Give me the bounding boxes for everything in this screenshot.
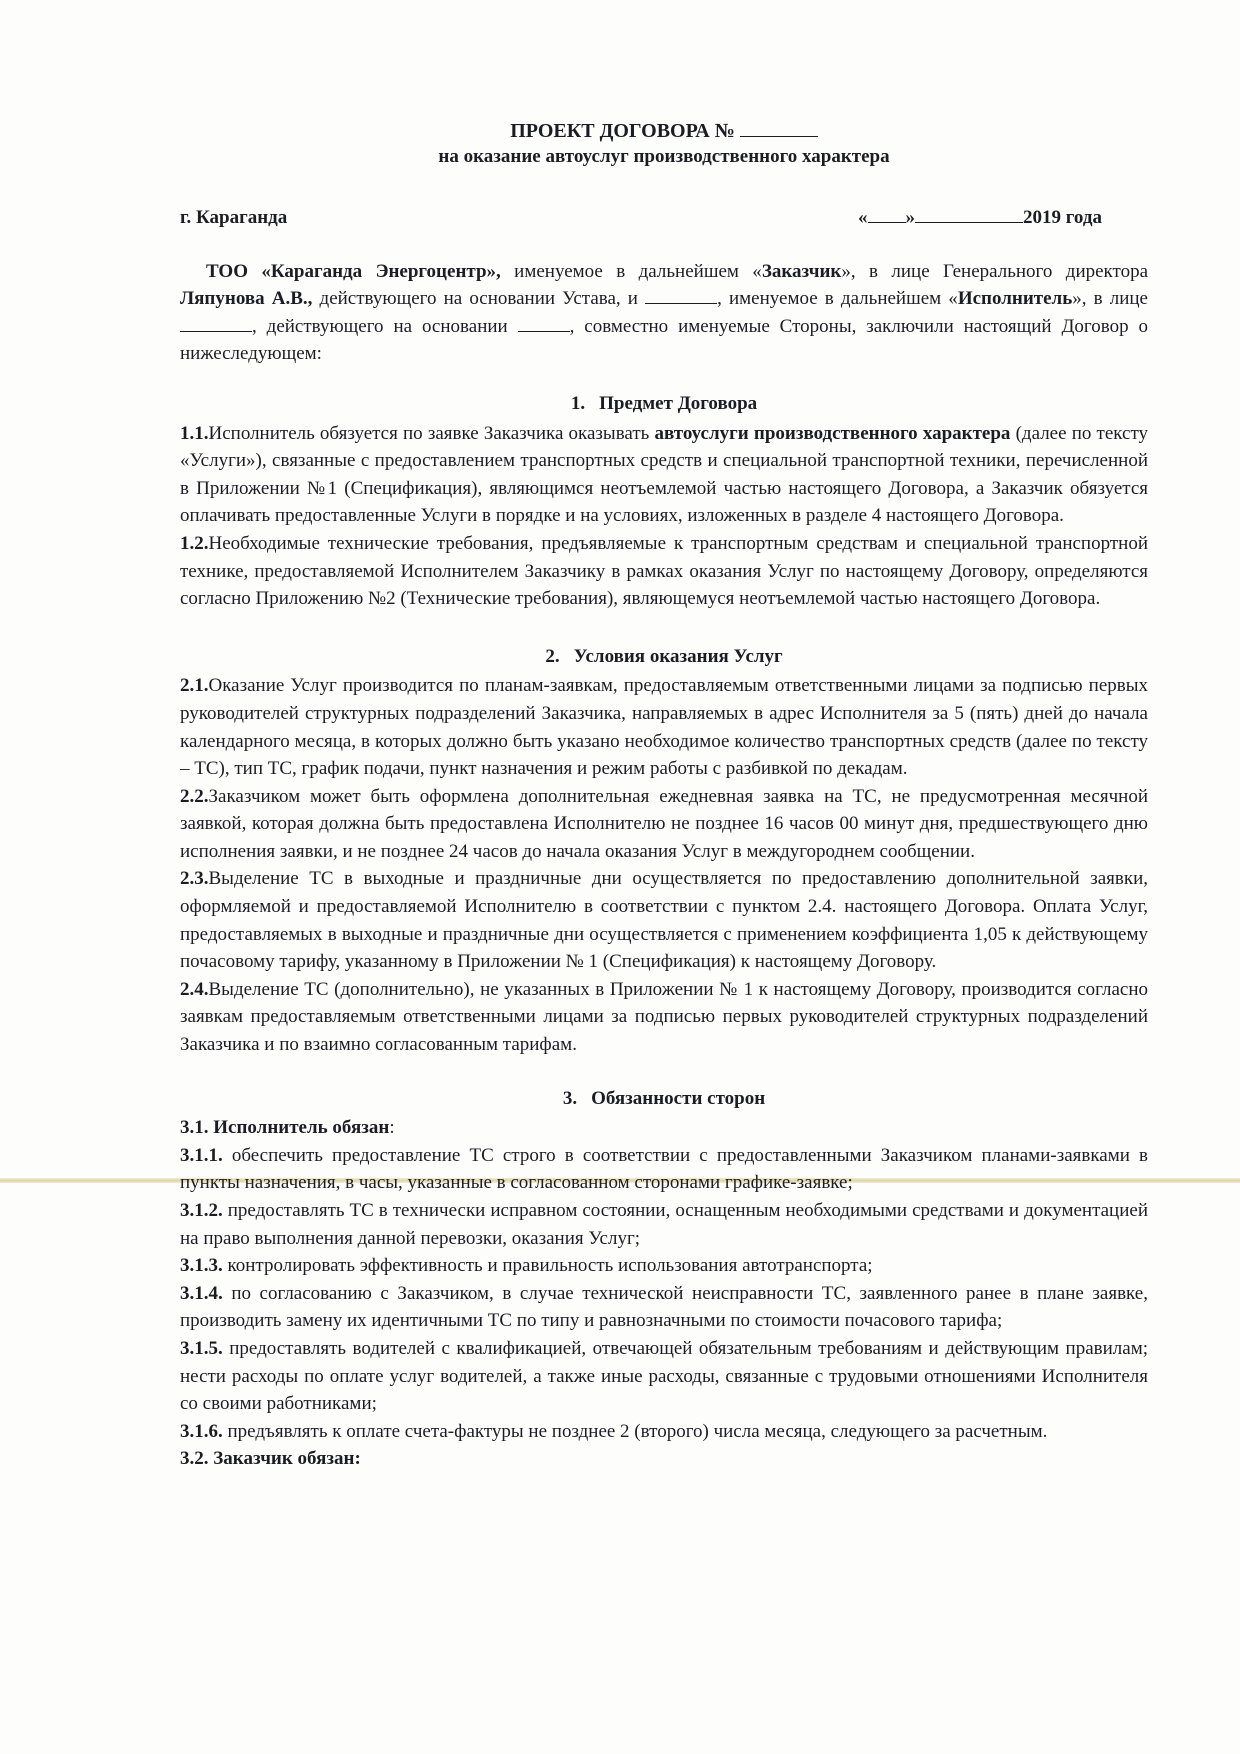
clause-text: предоставлять ТС в технически исправном состоянии, оснащенным необходимыми средствами и документацией на право выполнения данной перевозки, оказания Услуг; bbox=[180, 1200, 1148, 1249]
contract-date bbox=[858, 204, 1148, 232]
intro-text: », в лице Генерального директора bbox=[841, 260, 1149, 282]
subsection-colon: : bbox=[389, 1117, 395, 1139]
clause-list-3-1 bbox=[180, 1142, 1148, 1446]
contract-subtitle: на оказание автоуслуг производственного характера bbox=[438, 146, 890, 167]
clause-number: 2.1. bbox=[180, 675, 209, 697]
clause-number: 3.1.1. bbox=[180, 1144, 223, 1166]
intro-paragraph bbox=[180, 258, 1148, 368]
subsection-3-1-heading: 3.1. Исполнитель обязан bbox=[180, 1117, 390, 1139]
clause-number: 2.2. bbox=[180, 785, 209, 807]
clause-text: обеспечить предоставление ТС строго в соответствии с предоставленными Заказчиком планами-заявками в пункты назначения, в часы, указанные в согласованном сторонами графике-заявке; bbox=[180, 1144, 1148, 1194]
clause-item bbox=[180, 1418, 1148, 1446]
contract-number-blank bbox=[740, 118, 818, 137]
clause-text: Выделение ТС (дополнительно), не указанных в Приложении № 1 к настоящему Договору, производится согласно заявкам предоставляемым ответственными лицами за подписью первых руководителей структурных подразделений Заказчика и по взаимно согласованным тарифам. bbox=[180, 978, 1148, 1056]
clause-text: Заказчиком может быть оформлена дополнительная ежедневная заявка на ТС, не предусмотренная месячной заявкой, которая должна быть предоставлена Исполнителю не позднее 16 часов 00 минут дня, предшествующего дню исполнения заявки, и не позднее 24 часов до начала оказания Услуг в междугороднем сообщении. bbox=[180, 785, 1148, 862]
date-day-blank bbox=[868, 204, 906, 223]
clause-2-2 bbox=[180, 783, 1148, 866]
intro-text: , действующего на основании bbox=[252, 315, 518, 337]
clause-number: 3.1.5. bbox=[180, 1337, 223, 1359]
intro-director: Ляпунова А.В., bbox=[180, 288, 313, 310]
clause-number: 2.4. bbox=[180, 978, 209, 1000]
intro-text: именуемое в дальнейшем « bbox=[500, 260, 762, 282]
date-month-blank bbox=[915, 204, 1023, 223]
clause-2-4 bbox=[180, 976, 1148, 1059]
intro-text: действующего на основании Устава, и bbox=[312, 288, 646, 310]
clause-text: предоставлять водителей с квалификацией, отвечающей обязательным требованиям и действующим правилам; нести расходы по оплате услуг водителей, а также иные расходы, связанные с трудовыми отношениями Исполнителя со своими работниками; bbox=[180, 1337, 1148, 1415]
clause-text: контролировать эффективность и правильность использования автотранспорта; bbox=[222, 1255, 873, 1277]
clause-number: 3.1.4. bbox=[180, 1282, 223, 1304]
section-1-heading bbox=[180, 390, 1148, 418]
clause-text: Оказание Услуг производится по планам-заявкам, предоставляемым ответственными лицами за подписью первых руководителей структурных подразделений Заказчика, направляемых в адрес Исполнителя за 5 (пять) дней до начала календарного месяца, в которых должно быть указано необходимое количество транспортных средств (далее по тексту – ТС), тип ТС, график подачи, пункт назначения и режим работы с разбивкой по декадам. bbox=[180, 675, 1148, 780]
clause-item bbox=[180, 1197, 1148, 1252]
clause-1-1 bbox=[180, 420, 1148, 530]
clause-2-3 bbox=[180, 865, 1148, 975]
subsection-3-2-heading: 3.2. Заказчик обязан: bbox=[180, 1448, 361, 1470]
date-quote-close: » bbox=[905, 207, 916, 228]
section-2-title: Условия оказания Услуг bbox=[573, 645, 783, 667]
intro-company: ТОО «Караганда Энергоцентр», bbox=[206, 260, 501, 282]
intro-text: , именуемое в дальнейшем « bbox=[717, 288, 958, 310]
clause-text: Исполнитель обязуется по заявке Заказчика оказывать bbox=[208, 422, 655, 444]
clause-number: 3.1.2. bbox=[180, 1200, 223, 1221]
intro-text: , совместно именуемые Стороны, заключили настоящий Договор о нижеследующем: bbox=[180, 315, 1148, 365]
date-quote-open: « bbox=[858, 207, 868, 228]
executor-name-blank bbox=[645, 285, 717, 304]
clause-1-2 bbox=[180, 530, 1148, 613]
section-3-number: 3. bbox=[562, 1087, 578, 1109]
section-1-title: Предмет Договора bbox=[599, 392, 758, 414]
executor-basis-blank bbox=[518, 313, 570, 332]
subsection-3-1 bbox=[180, 1114, 1148, 1142]
section-2-heading bbox=[180, 643, 1148, 671]
section-2-number: 2. bbox=[545, 645, 560, 667]
clause-bold-text: автоуслуги производственного характера bbox=[654, 422, 1011, 444]
clause-item bbox=[180, 1142, 1148, 1197]
clause-text: (далее по тексту «Услуги»), связанные с предоставлением транспортных средств и специальной транспортной техники, перечисленной в Приложении №1 (Спецификация), являющимся неотъемлемой частью настоящего Договора, а Заказчик обязуется оплачивать предоставленные Услуги в порядке и на условиях, изложенных в разделе 4 настоящего Договора. bbox=[180, 422, 1148, 527]
executor-rep-blank bbox=[180, 313, 252, 332]
city: г. Караганда bbox=[180, 207, 288, 228]
clause-item bbox=[180, 1252, 1148, 1280]
clause-number: 1.1. bbox=[180, 422, 209, 444]
section-1-number: 1. bbox=[570, 392, 586, 414]
clause-item bbox=[180, 1335, 1148, 1418]
clause-item bbox=[180, 1280, 1148, 1335]
clause-number: 1.2. bbox=[180, 532, 209, 554]
intro-executor: Исполнитель bbox=[957, 288, 1073, 310]
clause-text: Выделение ТС в выходные и праздничные дни осуществляется по предоставлению дополнительной заявки, оформляемой и предоставляемой Исполнителю в соответствии с пунктом 2.4. настоящего Договора. Оплата Услуг, предоставляемых в выходные и праздничные дни осуществляется с применением коэффициента 1,05 к действующему почасовому тарифу, указанному в Приложении № 1 (Спецификация) к настоящему Договору. bbox=[180, 868, 1148, 973]
clause-2-1 bbox=[180, 672, 1148, 782]
contract-title-text: ПРОЕКТ ДОГОВОРА № bbox=[510, 120, 735, 142]
date-year: 2019 года bbox=[1023, 207, 1102, 228]
clause-number: 2.3. bbox=[180, 868, 209, 890]
section-3-heading bbox=[180, 1085, 1148, 1113]
intro-customer: Заказчик bbox=[761, 260, 842, 282]
document-content bbox=[180, 118, 1148, 1473]
clause-text: по согласованию с Заказчиком, в случае технической неисправности ТС, заявленного ранее в плане заявке, производить замену их идентичными ТС по типу и равнозначными по стоимости почасового тарифа; bbox=[180, 1282, 1148, 1332]
section-3-title: Обязанности сторон bbox=[591, 1087, 766, 1109]
city-date-line bbox=[180, 204, 1148, 232]
contract-title bbox=[180, 118, 1148, 144]
clause-number: 3.1.6. bbox=[180, 1420, 223, 1442]
clause-number: 3.1.3. bbox=[180, 1255, 223, 1277]
clause-text: предъявлять к оплате счета-фактуры не позднее 2 (второго) числа месяца, следующего за расчетным. bbox=[222, 1420, 1048, 1442]
subsection-3-2 bbox=[180, 1445, 1148, 1473]
intro-text: », в лице bbox=[1072, 288, 1148, 310]
clause-text: Необходимые технические требования, предъявляемые к транспортным средствам и специальной транспортной технике, предоставляемой Исполнителем Заказчику в рамках оказания Услуг по настоящему Договору, определяются согласно Приложению №2 (Технические требования), являющемуся неотъемлемой частью настоящего Договора. bbox=[180, 532, 1148, 610]
